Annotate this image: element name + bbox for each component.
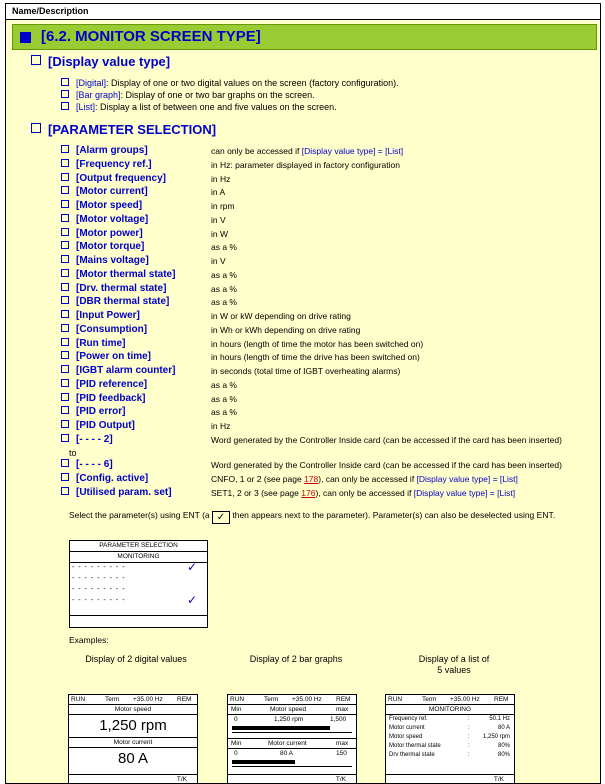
checkbox-icon [61,159,69,167]
panel-item: - - - - - - - - - [72,586,126,593]
list-value-row: Drv thermal state : 80% [389,752,510,758]
param-name: [PID reference] [76,378,148,390]
param-desc: in Hz: parameter displayed in factory configuration [211,159,400,170]
param-name: [Drv. thermal state] [76,282,167,294]
checkbox-icon [61,487,69,495]
screen-footer: T/K [69,774,197,783]
manual-page: Name/Description [6.2. MONITOR SCREEN TYPE] [Display value type] [Digital]: Display of one or two digital values on the screen (factory configuration). [Bar graph]: Display of one or two bar graphs on the screen. [List]: Display a list of between one and five values on the screen. [PARAMETER SELECTION] [Alarm groups] can only be accessed if [Display value type] = [List] [Frequency ref.] in Hz: parameter displayed in factory configuration [Output frequency] in Hz [Motor current] in A [Motor speed] in rpm [Motor voltage] in V [Motor power] in W [Motor torque] as a % [Mains voltage] in V [Motor thermal state] as a % [Drv. thermal state] as a % [DBR thermal state] as a % [Input Power] in W or kW depending on drive rating [Consumption] in Wh or kWh depending on drive rating [Run time] in hours (length of time the motor has been switched on) [Power on time] in hours (length of time the drive has been switched on) [IGBT alarm counter] in seconds (total time of IGBT overheating alarms) [PID reference] as a % [PID feedback] as a % [PID error] as a % [PID Output] in Hz [- - - - 2] Word generated by the Controller Inside card (can be accessed if the card has been inserted) to [- - - - 6] Word generated by the Controller Inside card (can be accessed if the card has been inserted) [Config. active] CNFO, 1 or 2 (see page 178), can only be accessed if [Display value type] = [List] [Utilised param. set] SET1, 2 or 3 (see page 176), can only be accessed if [Display value type] = [List] Select the parameter(s) using ENT (a ✓ then appears next to the parameter). Parameter(s) can also be deselected using ENT. PARAMETER SELECTION MONITORING - - - - - - - - - ✓ - - - - - - - - - - - - - - - - - - - - - - - - - - - ✓ Examples: Display of 2 digital values Display of 2 bar graphs Display of a list of 5 values RUN Term +35.00 Hz REM Motor speed 1,250 rpm Motor current 80 A T/K RUN Term +35.00 Hz REM Min Motor speed max 0 1,250 rpm 1,500 Min Motor current max 0 80 A 150 T/K RUN Term +35.00 Hz REM MONITORING Frequency ref. : 50.1 Hz Motor current : 80 A Motor speed : 1,250 rpm Motor thermal state : 80% Drv thermal state : 80% T/K [5,3,601,784]
param-name: [Motor voltage] [76,213,149,225]
param-desc: in A [211,187,226,198]
section-title-bar [12,24,597,50]
param-name: [IGBT alarm counter] [76,365,176,376]
param-name: [PID error] [76,406,126,418]
checkbox-icon [61,351,69,359]
name-description-header: Name/Description [6,4,600,20]
param-name: [Mains voltage] [76,255,149,266]
option-list: [List]: Display a list of between one and five values on the screen. [61,102,337,112]
bar-graph-2 [228,758,356,772]
checkbox-icon [31,123,41,133]
bar-graph-screen: RUN Term +35.00 Hz REM Min Motor speed max 0 1,250 rpm 1,500 Min Motor current max 0 80 A 150 T/K [227,694,357,784]
checkbox-icon [61,214,69,222]
panel-title: PARAMETER SELECTION [70,541,207,552]
caption-bar: Display of 2 bar graphs [249,654,343,664]
panel-item: - - - - - - - - - [72,575,126,582]
param-desc: Word generated by the Controller Inside card (can be accessed if the card has been inserted) [211,434,562,445]
checkbox-icon [61,228,69,236]
param-desc: as a % [211,242,237,253]
param-desc: in V [211,214,226,225]
param-name: [- - - - 2] [76,433,113,445]
checkbox-icon [61,145,69,153]
param-name: [PID feedback] [76,392,146,404]
param-name: [PID Output] [76,420,135,431]
list-title: MONITORING [386,705,514,715]
checkbox-icon [61,434,69,442]
checkbox-icon [61,241,69,249]
check-mark-icon: ✓ [186,593,197,607]
checkbox-icon [61,173,69,181]
param-desc: in Wh or kWh depending on drive rating [211,324,361,335]
param-desc: in Hz [211,421,231,431]
param-name: [Motor speed] [76,200,143,211]
checkbox-icon [61,255,69,263]
param-name: [Motor power] [76,227,143,239]
status-bar: RUN Term +35.00 Hz REM [228,695,356,705]
panel-subtitle: MONITORING [70,552,207,563]
screen-footer: T/K [228,774,356,783]
param-name: [DBR thermal state] [76,296,170,308]
checkbox-icon [61,186,69,194]
square-bullet-icon [20,32,31,43]
checkbox-icon [61,406,69,414]
param-name: [Output frequency] [76,172,166,184]
param-name: [Run time] [76,337,126,349]
caption-list-1: Display of a list of [418,654,490,664]
caption-digital: Display of 2 digital values [85,654,187,664]
status-bar: RUN Term +35.00 Hz REM [69,695,197,705]
digital-label-2: Motor current [69,738,197,748]
parameter-selection-heading: [PARAMETER SELECTION] [31,122,216,137]
digital-label-1: Motor speed [69,705,197,715]
digital-value-1: 1,250 rpm [69,715,197,738]
digital-value-2: 80 A [117,750,149,767]
examples-label: Examples: [69,635,109,645]
display-value-type-heading: [Display value type] [31,54,170,69]
list-value-row: Motor thermal state : 80% [389,743,510,749]
option-digital: [Digital]: Display of one or two digital values on the screen (factory configuration). [61,78,399,88]
param-name: [Input Power] [76,310,140,321]
param-desc: as a % [211,283,237,294]
checkbox-icon [61,310,69,318]
checkbox-icon [61,102,69,110]
caption-list-2: 5 values [437,665,471,675]
checkbox-icon [61,283,69,291]
option-bar-graph: [Bar graph]: Display of one or two bar graphs on the screen. [61,90,315,100]
checkbox-icon [61,379,69,387]
param-desc: in V [211,256,226,266]
panel-bottom [70,615,207,627]
panel-item: - - - - - - - - - [72,564,126,571]
checkbox-icon [61,200,69,208]
checkbox-icon [61,459,69,467]
param-desc: in seconds (total time of IGBT overheating alarms) [211,366,401,376]
param-desc: as a % [211,269,237,280]
bar-graph-1 [228,724,356,739]
checkbox-icon [61,296,69,304]
page-link-176[interactable]: 176 [301,488,316,498]
list-value-row: Frequency ref. : 50.1 Hz [389,716,510,722]
parameter-selection-panel [69,540,208,628]
check-mark-icon: ✓ [212,511,230,524]
check-mark-icon: ✓ [186,560,197,574]
param-desc: as a % [211,297,237,308]
selection-note: Select the parameter(s) using ENT (a ✓ then appears next to the parameter). Parameter(s) can also be deselected using ENT. [69,510,556,523]
checkbox-icon [61,269,69,277]
param-name: [Motor current] [76,186,148,198]
param-desc: in rpm [211,201,235,211]
digital-display-screen [68,694,198,784]
status-bar: RUN Term +35.00 Hz REM [386,695,514,705]
checkbox-icon [61,365,69,373]
param-desc: in W or kW depending on drive rating [211,311,351,321]
param-name: [Motor thermal state] [76,268,176,280]
list-screen [385,694,515,784]
checkbox-icon [31,55,41,65]
checkbox-icon [61,78,69,86]
list-value-row: Motor current : 80 A [389,725,510,731]
param-name: [Power on time] [76,351,152,363]
screen-footer: T/K [386,774,514,783]
checkbox-icon [61,420,69,428]
section-title: [6.2. MONITOR SCREEN TYPE] [41,28,261,45]
param-desc: as a % [211,393,237,404]
param-name: [Alarm groups] [76,145,148,156]
param-name: [Frequency ref.] [76,158,152,170]
list-value-row: Motor speed : 1,250 rpm [389,734,510,740]
checkbox-icon [61,338,69,346]
param-desc: in Hz [211,173,231,184]
page-link-178[interactable]: 178 [304,474,319,484]
param-name: [Motor torque] [76,241,145,253]
param-desc: as a % [211,407,237,418]
param-desc: in W [211,228,228,239]
checkbox-icon [61,90,69,98]
param-desc: as a % [211,379,237,390]
param-desc: can only be accessed if [Display value type] = [List] [211,146,404,156]
checkbox-icon [61,473,69,481]
param-name: [Consumption] [76,323,148,335]
checkbox-icon [61,324,69,332]
checkbox-icon [61,393,69,401]
param-desc: in hours (length of time the motor has been switched on) [211,338,424,349]
panel-item: - - - - - - - - - [72,597,126,604]
param-desc: in hours (length of time the drive has been switched on) [211,352,420,363]
